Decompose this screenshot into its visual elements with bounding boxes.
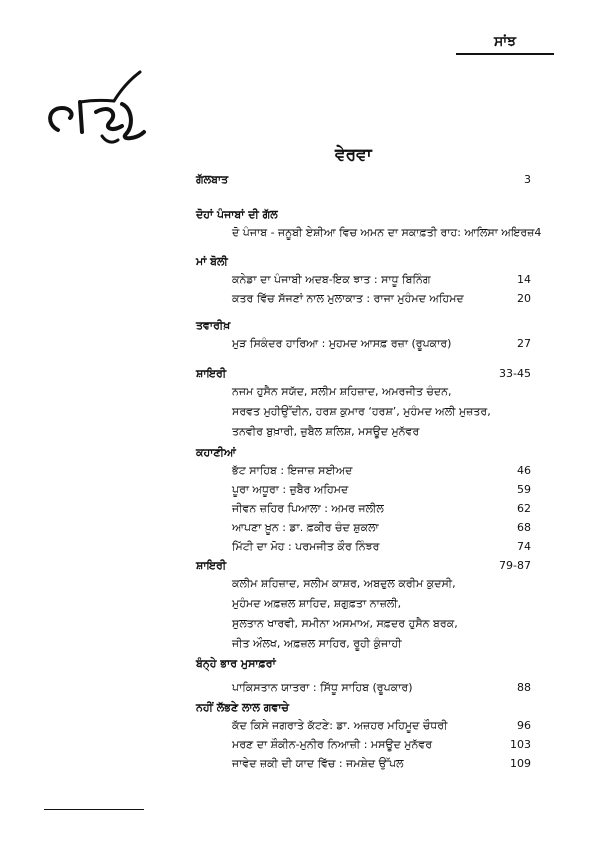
section-entries: [232, 461, 531, 556]
entry-page: 96: [517, 719, 531, 732]
section-heading: ਬੰਨ੍ਹੇ ਭਾਰ ਮੁਸਾਫ਼ਰਾਂ: [196, 657, 276, 670]
section-heading: ਮਾਂ ਬੋਲੀ: [196, 255, 228, 268]
toc-entry[interactable]: [232, 499, 531, 518]
entry-title: ਕੱਦ ਕਿਸੇ ਜਗਰਾਤੇ ਕੱਟਣੇ: ਡਾ. ਅਜ਼ਹਰ ਮਹਿਮੂਦ ਚੌਧਰੀ: [232, 719, 448, 732]
toc-entry[interactable]: [232, 754, 531, 773]
toc-entry[interactable]: [232, 716, 531, 735]
footer-rule: [44, 809, 144, 810]
toc-entry[interactable]: [232, 223, 542, 242]
section-entries: [232, 223, 542, 242]
toc-entry[interactable]: [232, 678, 531, 697]
entry-title: ਕਨੇਡਾ ਦਾ ਪੰਜਾਬੀ ਅਦਬ-ਇਕ ਝਾਤ : ਸਾਧੂ ਬਿਨਿੰਗ: [232, 273, 431, 286]
toc-entry[interactable]: [232, 518, 531, 537]
section-lines: [232, 382, 531, 442]
toc-section: [196, 254, 531, 308]
section-entries: [232, 678, 531, 697]
section-page: 33-45: [499, 367, 531, 380]
section-heading: ਕਹਾਣੀਆਂ: [196, 446, 236, 459]
section-heading: ਤਵਾਰੀਖ਼: [196, 319, 231, 332]
poet-line: ਕਲੀਮ ਸ਼ਹਿਜ਼ਾਦ, ਸਲੀਮ ਕਾਸ਼ਰ, ਅਬਦੁਲ ਕਰੀਮ ਕੁਦਸੀ,: [232, 577, 456, 590]
toc-entry[interactable]: [232, 461, 531, 480]
entry-page: 109: [510, 757, 531, 770]
toc-section: [196, 366, 531, 442]
running-head: ਸਾਂਝ: [493, 34, 517, 50]
entry-page: 20: [517, 292, 531, 305]
entry-page: 59: [517, 483, 531, 496]
section-heading-row: [196, 366, 531, 382]
section-heading-row: [196, 558, 531, 574]
toc-entry[interactable]: [232, 334, 531, 353]
poet-line: ਸੁਲਤਾਨ ਖਾਰਵੀ, ਸਮੀਨਾ ਅਸਮਾਅ, ਸਫ਼ਦਰ ਹੁਸੈਨ ਬਰਕ,: [232, 617, 458, 630]
toc-entry[interactable]: [232, 537, 531, 556]
section-lines: [232, 574, 531, 654]
entry-title: ਮਰਣ ਦਾ ਸ਼ੌਕੀਨ-ਮੁਨੀਰ ਨਿਆਜ਼ੀ : ਮਸਊਦ ਮੁਨੱਵਰ: [232, 738, 433, 751]
sanjh-logo: [40, 70, 160, 150]
entry-page: 27: [517, 337, 531, 350]
poet-line: ਨਜਮ ਹੁਸੈਨ ਸਯੱਦ, ਸਲੀਮ ਸ਼ਹਿਜ਼ਾਦ, ਅਮਰਜੀਤ ਚੰਦਨ,: [232, 385, 452, 398]
toc-entry[interactable]: [232, 289, 531, 308]
section-entries: [232, 334, 531, 353]
entry-page: 62: [517, 502, 531, 515]
entry-page: 68: [517, 521, 531, 534]
toc-section: [196, 700, 531, 773]
section-heading: ਸ਼ਾਇਰੀ: [196, 367, 227, 380]
toc-entry[interactable]: [232, 735, 531, 754]
section-page: 79-87: [499, 559, 531, 572]
section-heading: ਸ਼ਾਇਰੀ: [196, 559, 227, 572]
toc-section: [196, 318, 531, 353]
toc-section: [196, 558, 531, 654]
poet-line: ਸਰਵਤ ਮੁਹੀਉੱਦੀਨ, ਹਰਸ਼ ਕੁਮਾਰ ‘ਹਰਸ਼’, ਮੁਹੰਮਦ ਅਲੀ ਮੁਜ਼ਤਰ,: [232, 405, 491, 418]
section-heading-row: [196, 172, 531, 188]
poet-line: ਤਨਵੀਰ ਬੁਖ਼ਾਰੀ, ਜ਼ੁਬੈਲ ਸ਼ਲਿਸ਼, ਮਸਊਦ ਮੁਨੱਵਰ: [232, 425, 420, 438]
entry-title: ਪਾਕਿਸਤਾਨ ਯਾਤਰਾ : ਸਿੱਧੂ ਸਾਹਿਬ (ਰੂਪਕਾਰ): [232, 681, 413, 694]
entry-title: ਜੀਵਨ ਜ਼ਹਿਰ ਪਿਆਲਾ : ਅਮਰ ਜਲੀਲ: [232, 502, 384, 515]
poet-line: ਜੀਤ ਔਲਖ, ਅਫ਼ਜ਼ਲ ਸਾਹਿਰ, ਰੂਹੀ ਕੁੰਜਾਹੀ: [232, 637, 402, 650]
entry-page: 74: [517, 540, 531, 553]
entry-page: 88: [517, 681, 531, 694]
section-heading: ਨਹੀਂ ਲੱਭਣੇ ਲਾਲ ਗਵਾਚੇ: [196, 701, 289, 714]
entry-page: 103: [510, 738, 531, 751]
toc-section: [196, 656, 531, 697]
entry-title: ਮਿੱਟੀ ਦਾ ਮੋਹ : ਪਰਮਜੀਤ ਕੌਰ ਨਿੰਝਰ: [232, 540, 380, 553]
poet-line: ਮੁਹੰਮਦ ਅਫ਼ਜ਼ਲ ਸ਼ਾਹਿਦ, ਸ਼ਗੁਫ਼ਤਾ ਨਾਜ਼ਲੀ,: [232, 597, 402, 610]
entry-page: 4: [534, 226, 542, 239]
entry-title: ਭੱਟ ਸਾਹਿਬ : ਇਜਾਜ਼ ਸਈਅਦ: [232, 464, 353, 477]
toc-entry[interactable]: [232, 480, 531, 499]
entry-page: 46: [517, 464, 531, 477]
running-head-rule: [456, 53, 554, 55]
toc-entry[interactable]: [232, 270, 531, 289]
entry-title: ਦੋ ਪੰਜਾਬ - ਜਨੂਬੀ ਏਸ਼ੀਆ ਵਿਚ ਅਮਨ ਦਾ ਸਕਾਫ਼ਤੀ ਰਾਹ: ਆਲਿਸਾ ਅਇਰਜ਼: [232, 226, 535, 239]
section-entries: [232, 716, 531, 773]
entry-title: ਜਾਵੇਦ ਜ਼ਕੀ ਦੀ ਯਾਦ ਵਿੱਚ : ਜਮਸ਼ੇਦ ਉੱਪਲ: [232, 757, 404, 770]
toc-section: [196, 207, 542, 242]
section-entries: [232, 270, 531, 308]
toc-section: [196, 172, 531, 188]
section-heading: ਦੋਹਾਂ ਪੰਜਾਬਾਂ ਦੀ ਗੱਲ: [196, 208, 278, 221]
entry-title: ਕਤਰ ਵਿੱਚ ਸੱਜਣਾਂ ਨਾਲ ਮੁਲਾਕਾਤ : ਰਾਜਾ ਮੁਹੰਮਦ ਅਹਿਮਦ: [232, 292, 464, 305]
section-heading: ਗੱਲਬਾਤ: [196, 173, 229, 186]
toc-title: ਵੇਰਵਾ: [335, 145, 372, 165]
entry-title: ਪੂਰਾ ਅਧੂਰਾ : ਜ਼ੁਬੈਰ ਅਹਿਮਦ: [232, 483, 349, 496]
entry-page: 14: [517, 273, 531, 286]
toc-section: [196, 445, 531, 556]
entry-title: ਮੁੜ ਸਿਕੰਦਰ ਹਾਰਿਆ : ਮੁਹਮਦ ਆਸਫ਼ ਰਜ਼ਾ (ਰੂਪਕਾਰ): [232, 337, 452, 350]
section-page: 3: [524, 173, 531, 186]
entry-title: ਆਪਣਾ ਖ਼ੂਨ : ਡਾ. ਫ਼ਕੀਰ ਚੰਦ ਸ਼ੁਕਲਾ: [232, 521, 379, 534]
